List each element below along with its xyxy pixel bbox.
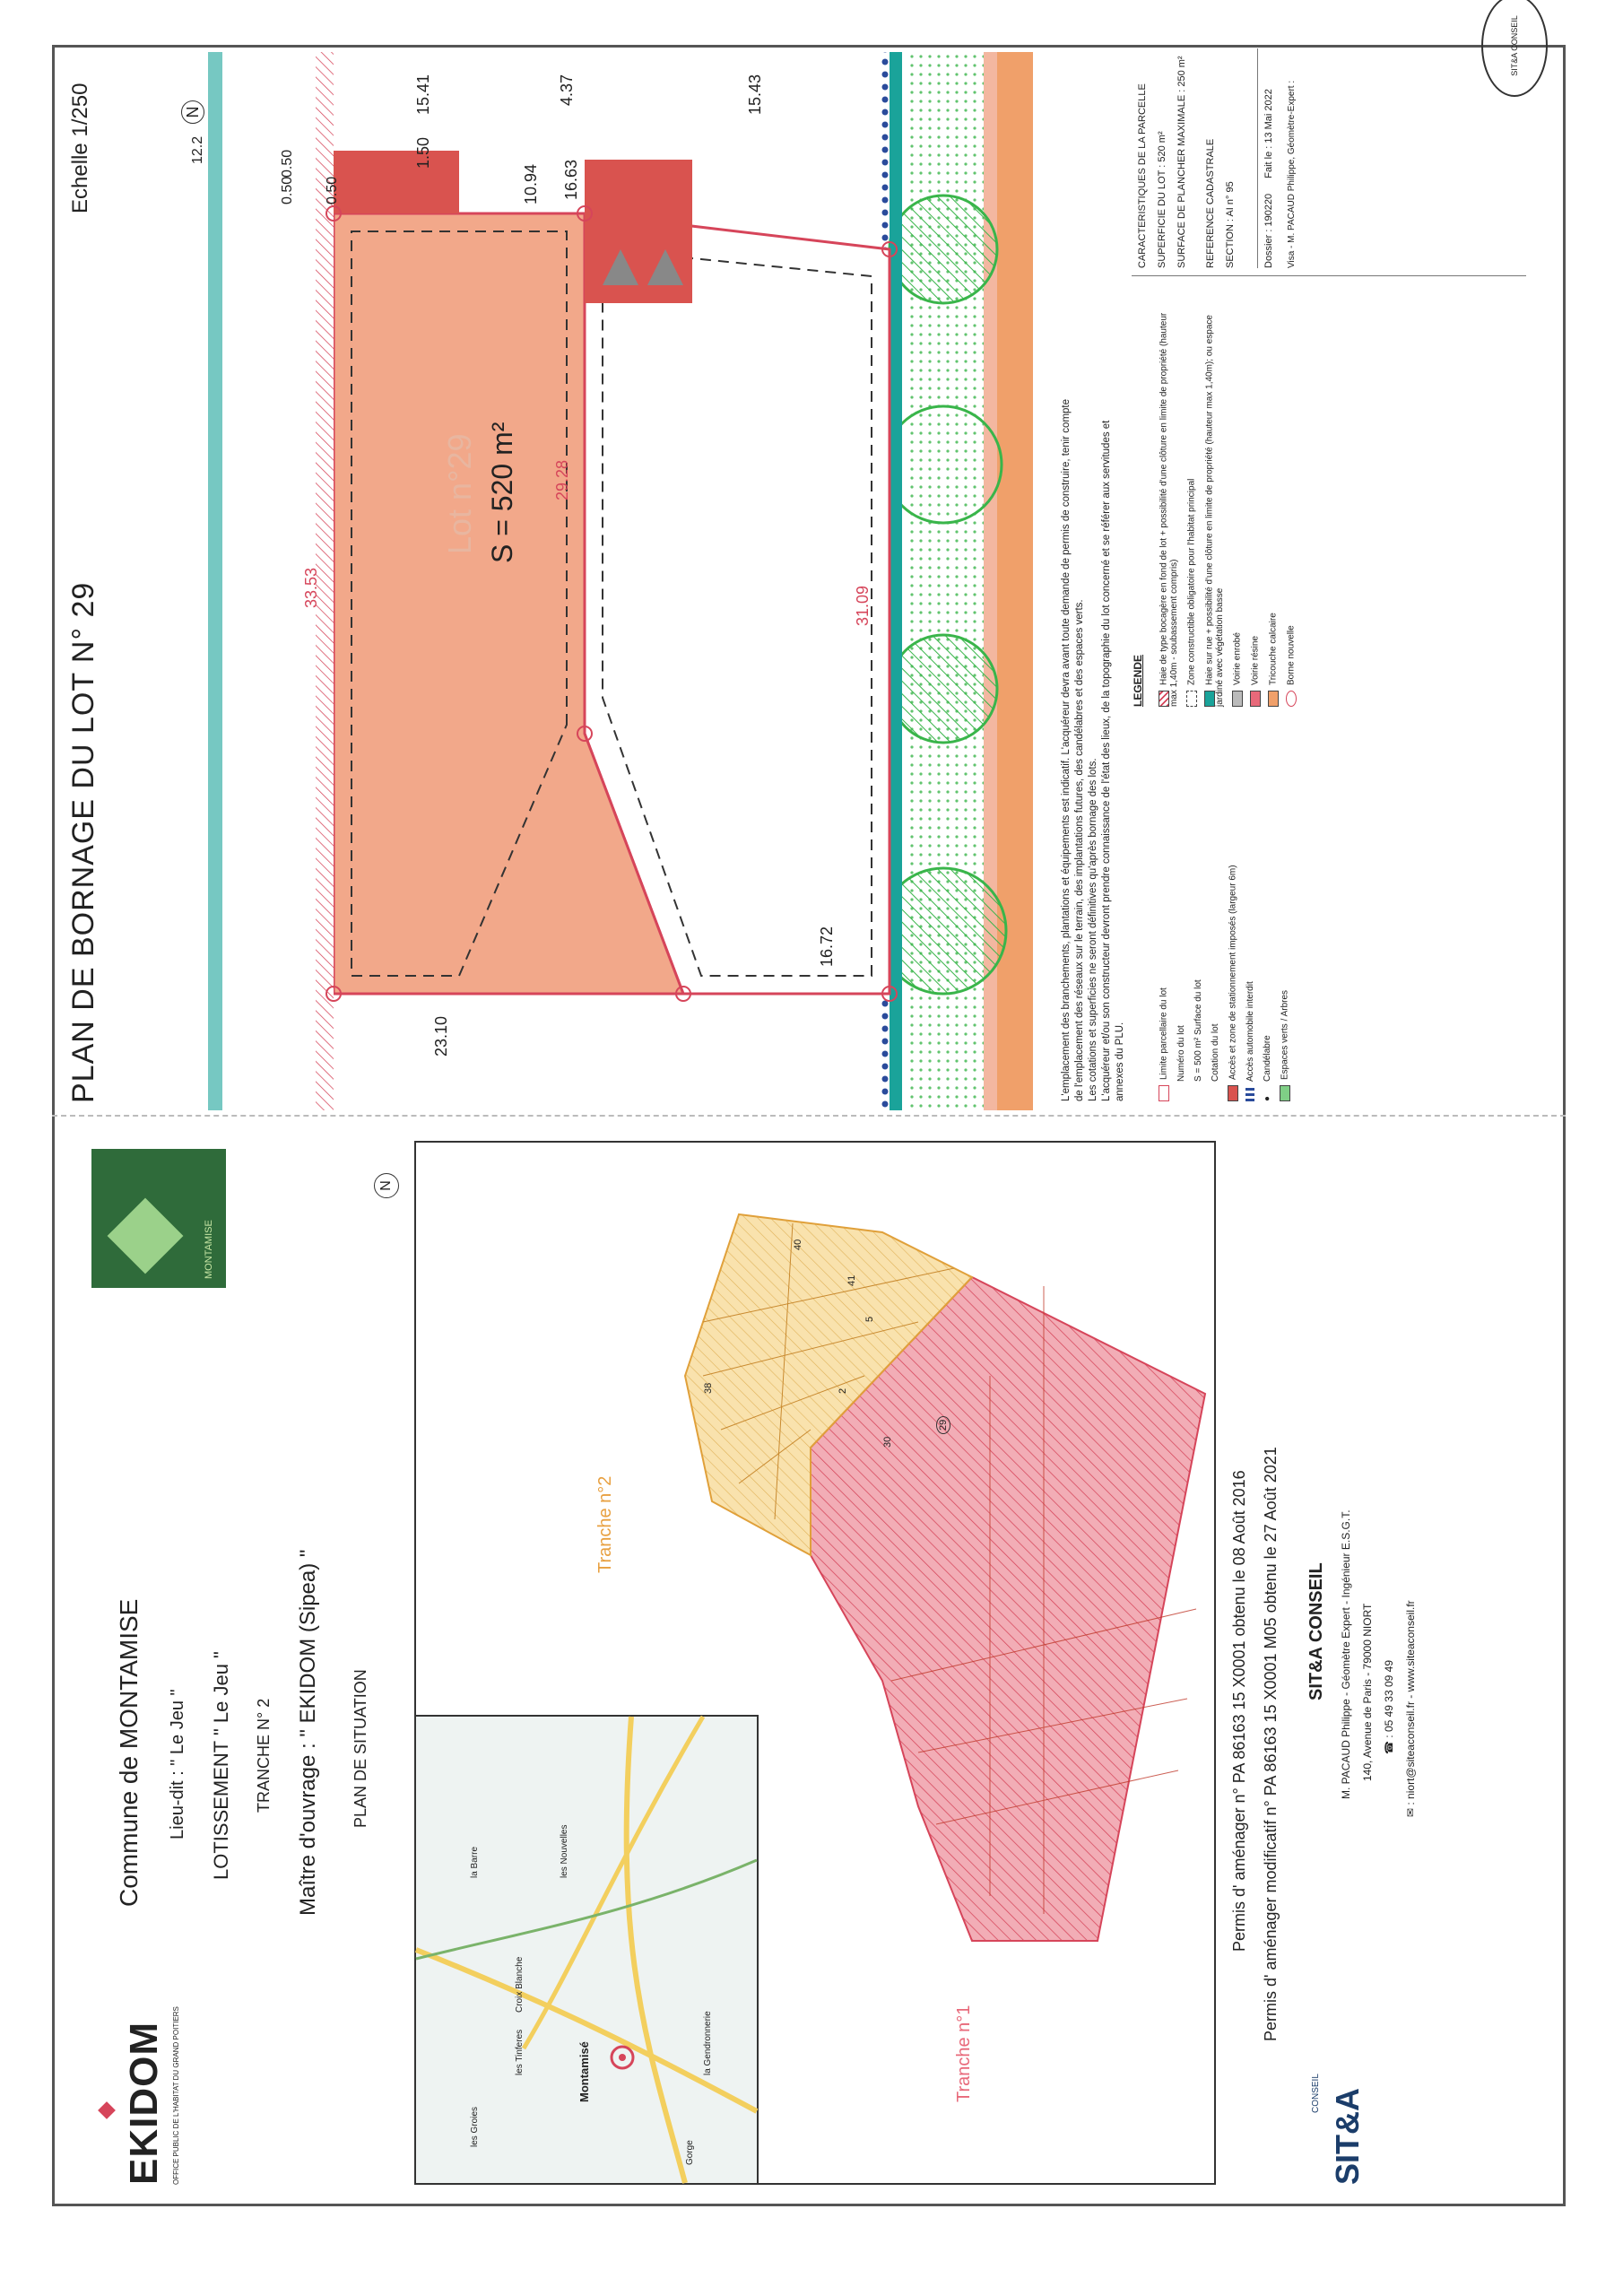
lieu-dit: Lieu-dit : " Le Jeu " (168, 1689, 187, 1839)
legend-item: ●Candélabre (1263, 1035, 1273, 1101)
characteristics-block (1132, 48, 1526, 276)
map-place: les Tinferes (515, 2029, 525, 2075)
char-ref-title: REFERENCE CADASTRALE (1205, 138, 1216, 268)
char-dossier: Dossier : 190220 (1263, 193, 1274, 268)
dim-label: 10.94 (522, 163, 540, 204)
dim-label: 12.2 (190, 135, 205, 164)
char-visa: Visa - M. PACAUD Philippe, Géomètre-Expert : (1287, 80, 1297, 268)
legend-item: Borne nouvelle (1286, 294, 1297, 707)
ekidom-logo-icon (98, 2101, 116, 2119)
plan-scale: Echelle 1/250 (68, 83, 92, 213)
legend (1132, 294, 1347, 1101)
tranche-1-label: Tranche n°1 (954, 2005, 974, 2102)
company-line: 140, Avenue de Paris - 79000 NIORT (1361, 1603, 1374, 1781)
map-place: la Gendronnerie (703, 2011, 713, 2075)
lotissement: LOTISSEMENT " Le Jeu " (210, 1651, 232, 1880)
legend-item: S = 500 m² Surface du lot (1193, 979, 1203, 1082)
notice-line: L'emplacement des branchements, plantations et équipements est indicatif. L'acquéreur devra avant toute demande de permis de construire, tenir compte (1061, 398, 1072, 1101)
tranches-drawing (416, 1143, 1214, 2183)
legend-item: Cotation du lot (1211, 1023, 1220, 1082)
plan-situation-title: PLAN DE SITUATION (352, 1669, 369, 1828)
notice-line: annexes du PLU. (1115, 1022, 1125, 1101)
montamise-logo-text: MONTAMISE (204, 1220, 214, 1279)
map-town: Montamisé (577, 2041, 591, 2102)
ekidom-sub: OFFICE PUBLIC DE L'HABITAT DU GRAND POITIERS (172, 2006, 180, 2185)
map-place: les Nouvelles (560, 1824, 569, 1878)
ekidom-logo (100, 2006, 199, 2185)
company-stamp (1481, 0, 1548, 97)
dim-label: 0.50 (280, 149, 295, 178)
legend-item: Numéro du lot (1176, 1025, 1186, 1082)
commune-title: Commune de MONTAMISE (115, 1598, 143, 1907)
north-arrow-icon: N (181, 100, 204, 124)
dim-label: 0.50 (280, 176, 295, 204)
company-line: ✉ : niort@siteaconseil.fr - www.siteaconseil.fr (1404, 1600, 1417, 1817)
lot-num: 5 (864, 1316, 875, 1322)
montamise-logo (91, 1149, 226, 1288)
lot-num: 2 (838, 1387, 848, 1394)
legend-item: Haie sur rue + possibilité d'une clôture en limite de propriété (hauteur max 1,40m); ou espace jardiné avec végétation basse (1204, 315, 1225, 707)
legend-title: LEGENDE (1132, 654, 1144, 707)
lot-num: 40 (793, 1239, 803, 1250)
char-plancher-value: 250 m² (1176, 56, 1187, 87)
legend-item: Espaces verts / Arbres (1280, 725, 1290, 1101)
sita-logo-text: SIT&A (1329, 2088, 1366, 2185)
map-place: Croix Blanche (515, 1956, 525, 2013)
stamp-text: SIT&A CONSEIL (1510, 15, 1519, 76)
legend-item: Voirie résine (1250, 294, 1261, 707)
legend-item: Limite parcellaire du lot (1159, 725, 1169, 1101)
company-line: ☎ : 05 49 33 09 49 (1383, 1659, 1395, 1754)
north-arrow-icon: N (374, 1173, 399, 1198)
dim-label: 16.63 (562, 159, 580, 200)
maitre-ouvrage: Maître d'ouvrage : " EKIDOM (Sipea) " (296, 1549, 320, 1916)
plan-title: PLAN DE BORNAGE DU LOT N° 29 (66, 581, 100, 1103)
legend-item: Voirie enrobé (1232, 294, 1243, 707)
legend-item: Zone constructible obligatoire pour l'habitat principal (1186, 294, 1197, 707)
char-surface: SUPERFICIE DU LOT : 520 m² (1157, 131, 1167, 268)
dim-label: 33.53 (302, 567, 320, 608)
permis-line-1: Permis d' aménager n° PA 86163 15 X0001 obtenu le 08 Août 2016 (1230, 1470, 1248, 1952)
map-place: la Barre (470, 1846, 480, 1878)
dim-label: 0.50 (325, 176, 340, 204)
dim-label: 15.43 (746, 74, 764, 115)
char-fait-le: Fait le : 13 Mai 2022 (1263, 89, 1274, 178)
dim-label: 16.72 (818, 926, 836, 967)
tranche-2-label: Tranche n°2 (595, 1475, 615, 1573)
legend-item: Tricouche calcaire (1268, 294, 1279, 707)
dim-label: 29.28 (553, 459, 571, 500)
notice-line: L'acquéreur et/ou son constructeur devront prendre connaissance de l'état des lieux, de la topographie du lot concerné et se référer aux servitudes et (1101, 420, 1112, 1101)
company-name: SIT&A CONSEIL (1306, 1562, 1326, 1700)
ekidom-name: EKIDOM (122, 2022, 166, 2185)
dim-label: 23.10 (432, 1015, 450, 1057)
char-title: CARACTERISTIQUES DE LA PARCELLE (1137, 83, 1148, 268)
dim-label: 1.50 (414, 136, 432, 169)
company-line: M. PACAUD Philippe - Géomètre Expert - Ingénieur E.S.G.T. (1340, 1509, 1352, 1799)
sita-logo-sub: CONSEIL (1311, 2074, 1321, 2113)
lot-num: 41 (846, 1274, 857, 1286)
char-section: SECTION : AI n° 95 (1225, 181, 1236, 268)
legend-item: Haie de type bocagère en fond de lot + possibilité d'une clôture en limite de propriété (hauteur max 1,40m - soubassement compris) (1159, 312, 1179, 707)
plan-situation-panel (56, 1126, 1562, 2203)
notice-line: Les cotations et superficies ne seront définitives qu'après bornage des lots. (1088, 758, 1098, 1101)
notice-line: de l'emplacement des réseaux sur le terrain, des implantations futures, des candélabres et des espaces verts. (1074, 599, 1085, 1101)
lot-number-label: Lot n°29 (441, 433, 478, 554)
tranche-no: TRANCHE N° 2 (255, 1698, 273, 1813)
dim-label: 31.09 (854, 585, 872, 626)
char-plancher-label: SURFACE DE PLANCHER MAXIMALE : (1176, 89, 1187, 268)
teal-hedge (890, 52, 902, 1110)
dim-label: 4.37 (558, 74, 576, 106)
plan-notice (1060, 61, 1127, 1101)
dim-label: 15.41 (414, 74, 432, 115)
legend-item: Accès et zone de stationnement imposés (largeur 6m) (1228, 725, 1238, 1101)
permis-line-2: Permis d' aménager modificatif n° PA 86163 15 X0001 M05 obtenu le 27 Août 2021 (1262, 1447, 1280, 2041)
map-place: Gorge (685, 2140, 695, 2165)
lot-num: 38 (703, 1382, 714, 1394)
sita-logo (1302, 2068, 1401, 2185)
lot-plan-drawing (100, 52, 1069, 1110)
lot-surface-label: S = 520 m² (486, 422, 518, 563)
map-place: les Groies (470, 2106, 480, 2147)
lot-num: 30 (882, 1436, 893, 1448)
legend-item: Accès automobile interdit (1245, 725, 1255, 1101)
plan-bornage-panel (56, 15, 1562, 1110)
fold-line (52, 1115, 1566, 1117)
lot-num: 29 (936, 1416, 950, 1434)
situation-map (414, 1141, 1216, 2185)
